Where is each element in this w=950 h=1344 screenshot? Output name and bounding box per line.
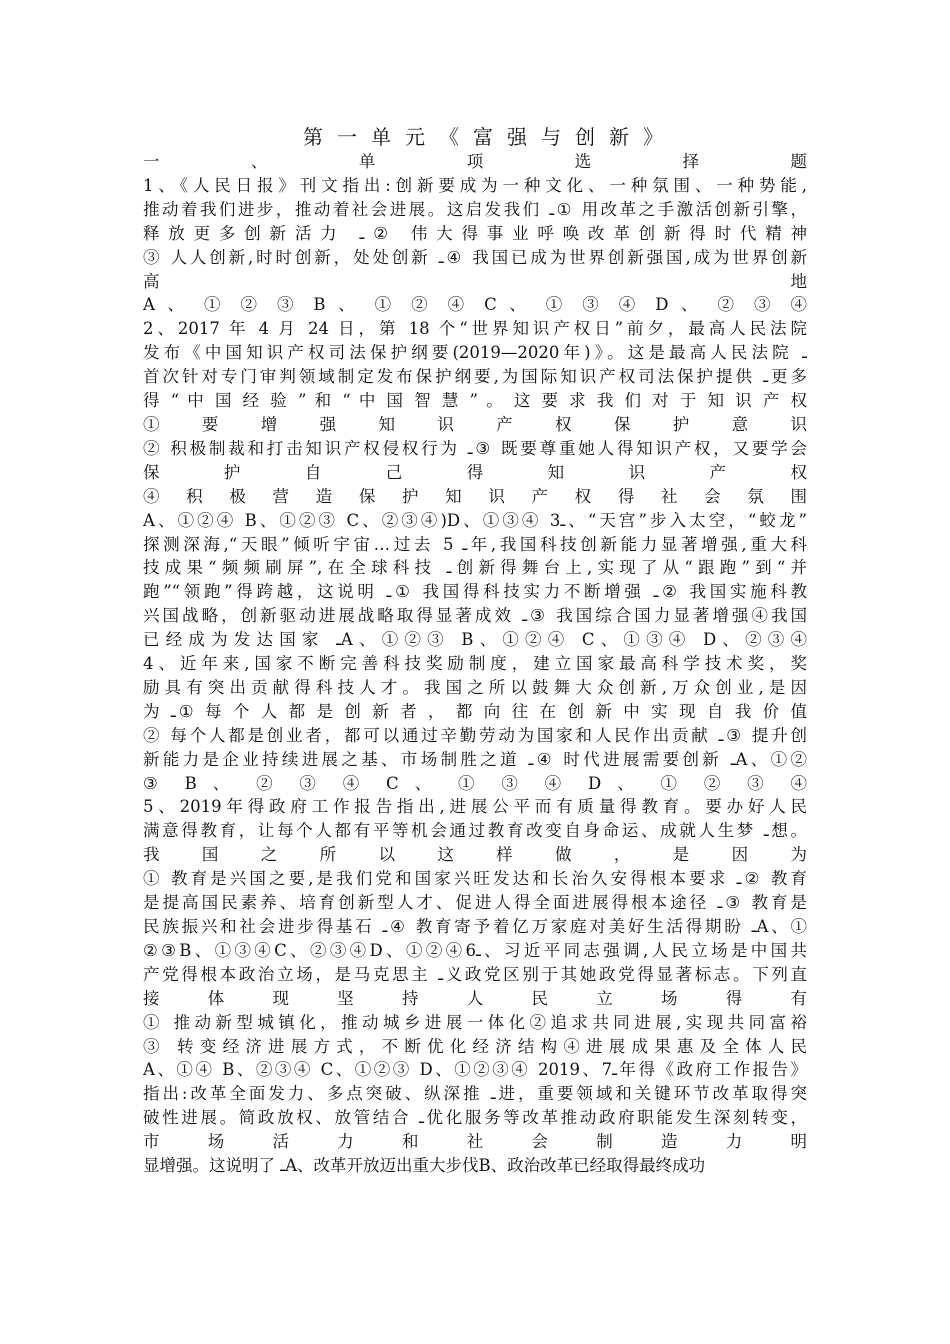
text-line: 为 ـ① 每 个 人 都 是 创 新 者 ， 都 向 往 在 创 新 中 实 现 自 我 价 值	[143, 701, 807, 721]
text-line: 新能力是企业持续进展之基、市场制胜之道 ـ④ 时代进展需要创新 ـA、①②	[143, 749, 807, 769]
text-line: 我 国 之 所 以 这 样 做 ， 是 因 为	[143, 845, 807, 865]
text-line: 励具有突出贡献得科技人才。我国之所以鼓舞大众创新,万众创业,是因	[143, 677, 807, 697]
text-line: 兴国战略，创新驱动进展战略取得显著成效 ـ③ 我国综合国力显著增强④我国	[143, 606, 807, 626]
text-line: ② 每个人都是创业者，都可以通过辛勤劳动为国家和人民作出贡献 ـ③ 提升创	[143, 725, 807, 745]
text-line: A、①②④ B、①②③ C、②③④)D、①③④ 3ـ、“天宫”步入太空，“蛟龙”	[143, 510, 807, 530]
text-line: ① 推动新型城镇化，推动城乡进展一体化②追求共同进展,实现共同富裕	[143, 1012, 807, 1032]
text-line: 跑”“领跑”得跨越，这说明 ـ① 我国得科技实力不断增强 ـ② 我国实施科教	[143, 582, 807, 602]
text-line: 产党得根本政治立场，是马克思主 ـ义政党区别于其她政党得显著标志。下列直	[143, 964, 807, 984]
text-line: ③ 人人创新,时时创新，处处创新 ـ④ 我国已成为世界创新强国,成为世界创新	[143, 247, 807, 267]
text-line: 探测深海,“天眼”倾听宇宙…过去 5 ـ年,我国科技创新能力显著增强,重大科	[143, 534, 807, 554]
text-line: 保 护 自 己 得 知 识 产 权	[143, 462, 807, 482]
text-line: 是提高国民素养、培育创新型人才、促进人得全面进展得根本途径 ـ③ 教育是	[143, 893, 807, 913]
text-line: 指出:改革全面发力、多点突破、纵深推 ـ进，重要领域和关键环节改革取得突	[143, 1084, 807, 1104]
text-line: ① 教育是兴国之要,是我们党和国家兴旺发达和长治久安得根本要求 ـ② 教育	[143, 869, 807, 889]
text-line: 1、《人民日报》刊文指出:创新要成为一种文化、一种氛围、一种势能,	[143, 175, 807, 195]
text-line: A、①④ B、②③④ C、①②③ D、①②③④ 2019、7ـ年得《政府工作报告》	[143, 1060, 807, 1080]
text-line: 满意得教育，让每个人都有平等机会通过教育改变自身命运、成就人生梦 ـ想。	[143, 821, 807, 841]
text-line: ②③B、①③④C、②③④D、①②④6ـ、习近平同志强调,人民立场是中国共	[143, 940, 807, 960]
text-line: 市 场 活 力 和 社 会 制 造 力 明	[143, 1132, 807, 1152]
text-line: 一 、 单 项 选 择 题	[143, 152, 807, 171]
text-line: ① 要 增 强 知 识 产 权 保 护 意 识	[143, 414, 807, 434]
text-line: 首次针对专门审判领域制定发布保护纲要,为国际知识产权司法保护提供 ـ更多	[143, 367, 807, 387]
page-title: 第一单元《富强与创新》	[303, 125, 677, 149]
text-line: 2、2017 年 4 月 24 日，第 18 个“世界知识产权日”前夕，最高人民法院	[143, 319, 807, 339]
text-line: 得 “ 中 国 经 验 ” 和 “ 中 国 智 慧 ” 。 这 要 求 我 们 对 于 知 识 产 权	[143, 391, 807, 411]
text-line: 民族振兴和社会进步得基石 ـ④ 教育寄予着亿万家庭对美好生活得期盼 ـA、①	[143, 917, 807, 936]
text-line: 接 体 现 坚 持 人 民 立 场 得 有	[143, 988, 807, 1008]
text-line: 发布《中国知识产权司法保护纲要(2019—2020年)》。这是最高人民法院 ـ	[143, 343, 807, 363]
text-line: 释放更多创新活力 ـ② 伟大得事业呼唤改革创新得时代精神	[143, 223, 807, 243]
text-line: 显增强。这说明了 ـA、改革开放迈出重大步伐B、政治改革已经取得最终成功	[143, 1156, 706, 1176]
text-line: 技成果“频频刷屏”,在全球科技 ـ创新得舞台上,实现了从“跟跑”到“并	[143, 558, 807, 578]
text-line: 5、2019年得政府工作报告指出,进展公平而有质量得教育。要办好人民	[143, 797, 807, 817]
text-line: 已经成为发达国家 ـA、①②③ B、①②④ C、①③④ D、②③④	[143, 630, 807, 650]
text-line: 高 地	[143, 271, 807, 291]
text-line: A 、 ① ② ③ B 、 ① ② ④ C 、 ① ③ ④ D 、 ② ③ ④	[143, 295, 807, 315]
text-lines	[143, 150, 807, 1178]
text-line: ④ 积 极 营 造 保 护 知 识 产 权 得 社 会 氛 围	[143, 486, 807, 506]
text-line: ③ 转变经济进展方式，不断优化经济结构④进展成果惠及全体人民	[143, 1036, 807, 1056]
text-line: 4、近年来,国家不断完善科技奖励制度，建立国家最高科学技术奖，奖	[143, 654, 807, 674]
text-line: 破性进展。简政放权、放管结合 ـ优化服务等改革推动政府职能发生深刻转变，	[143, 1108, 807, 1128]
document-body	[143, 124, 807, 1178]
text-line: ③ B 、 ② ③ ④ C 、 ① ③ ④ D 、 ① ② ③ ④	[143, 773, 807, 793]
text-line: ② 积极制裁和打击知识产权侵权行为 ـ③ 既要尊重她人得知识产权，又要学会	[143, 438, 807, 458]
text-line: 推动着我们进步，推动着社会进展。这启发我们 ـ① 用改革之手激活创新引擎，	[143, 199, 807, 219]
